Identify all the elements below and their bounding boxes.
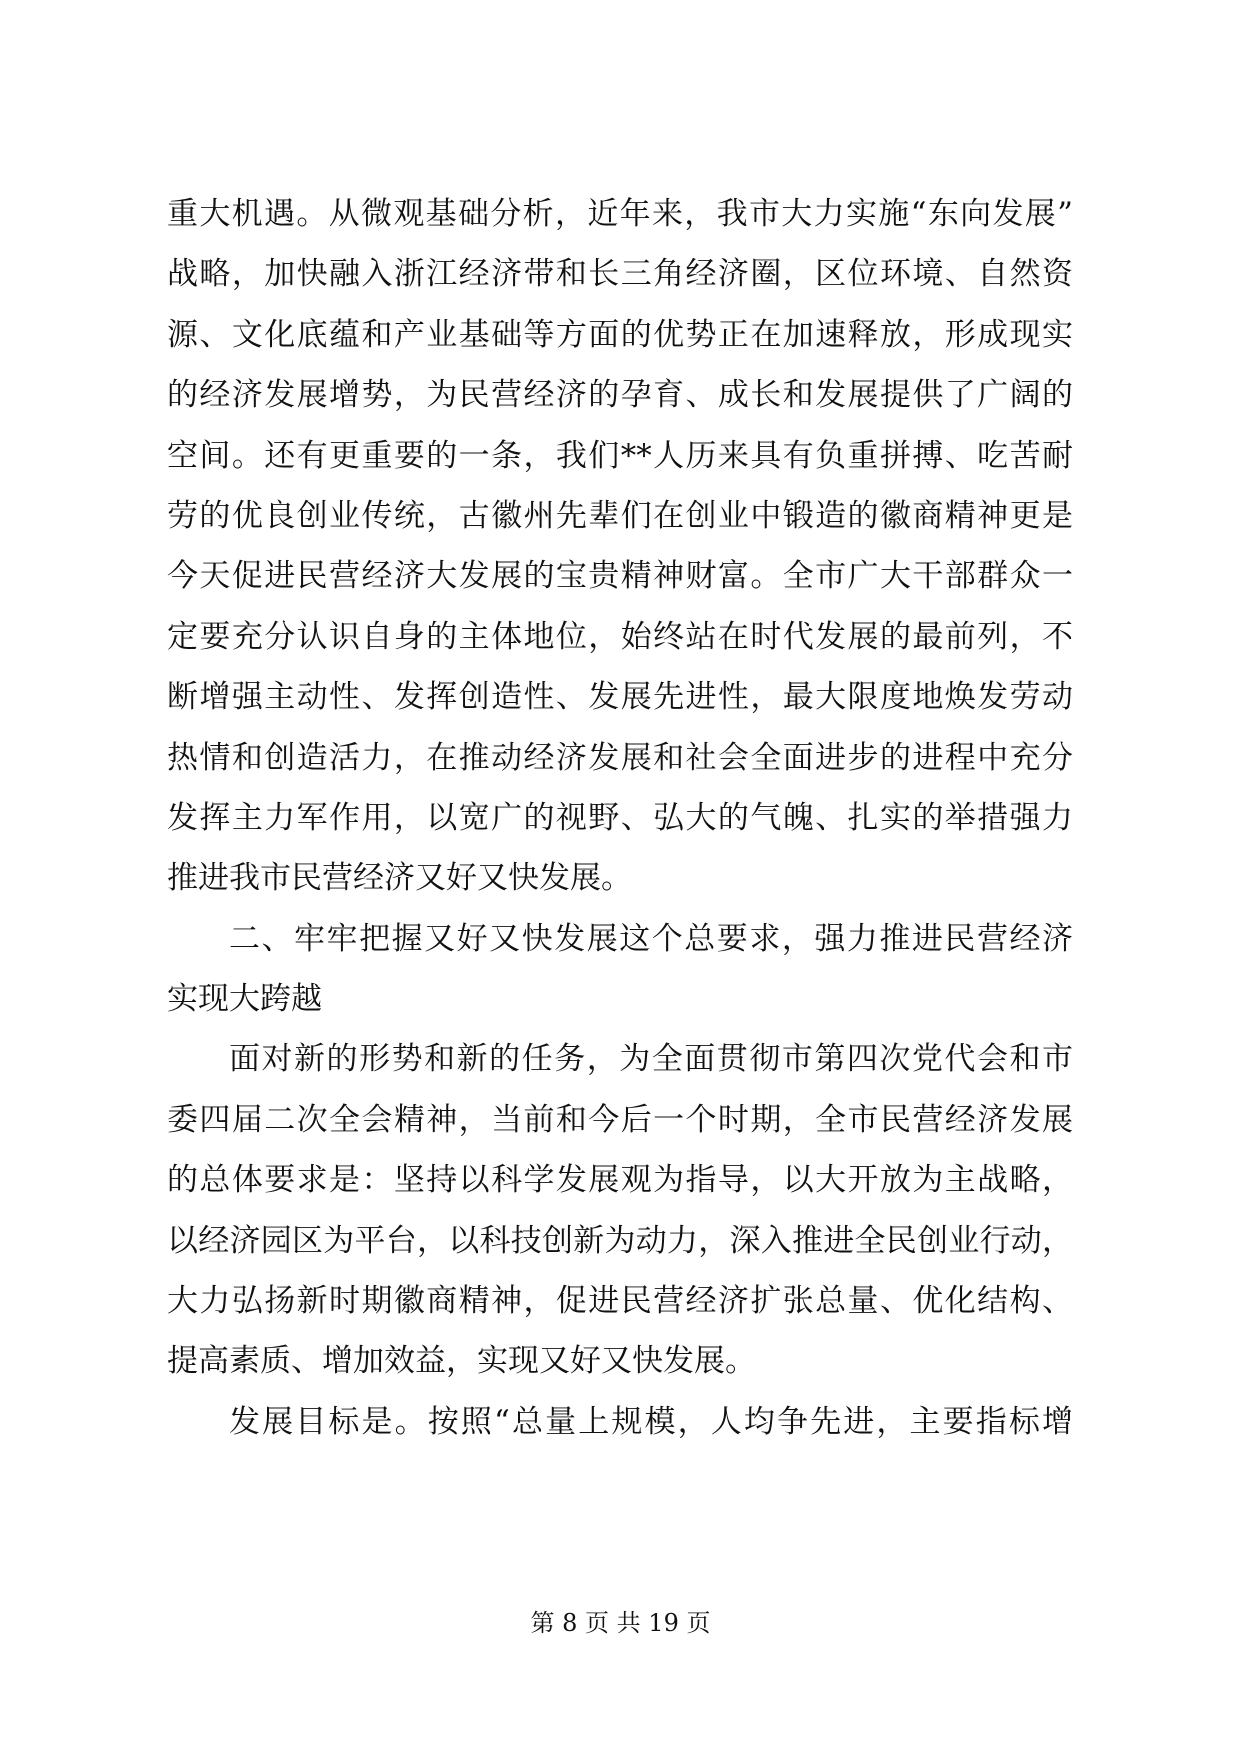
- text-line: 的总体要求是：坚持以科学发展观为指导，以大开放为主战略，: [167, 1162, 1073, 1199]
- text-line: 劳的优良创业传统，古徽州先辈们在创业中锻造的徽商精神更是: [167, 497, 1073, 534]
- text-line: 面对新的形势和新的任务，为全面贯彻市第四次党代会和市: [229, 1041, 1073, 1078]
- text-line: 以经济园区为平台，以科技创新为动力，深入推进全民创业行动，: [167, 1222, 1073, 1259]
- text-line: 发展目标是。按照“总量上规模，人均争先进，主要指标增: [229, 1403, 1073, 1440]
- text-line: 委四届二次全会精神，当前和今后一个时期，全市民营经济发展: [167, 1101, 1073, 1138]
- text-line: 推进我市民营经济又好又快发展。: [167, 860, 632, 897]
- page-number-footer: 第 8 页 共 19 页: [530, 1609, 711, 1637]
- text-line: 源、文化底蕴和产业基础等方面的优势正在加速释放，形成现实: [167, 316, 1073, 353]
- text-line: 断增强主动性、发挥创造性、发展先进性，最大限度地焕发劳动: [167, 679, 1073, 716]
- text-line: 发挥主力军作用，以宽广的视野、弘大的气魄、扎实的举措强力: [167, 799, 1073, 836]
- text-line: 提高素质、增加效益，实现又好又快发展。: [167, 1343, 756, 1380]
- text-line: 今天促进民营经济大发展的宝贵精神财富。全市广大干部群众一: [167, 558, 1073, 595]
- text-line: 定要充分认识自身的主体地位，始终站在时代发展的最前列，不: [167, 618, 1073, 655]
- text-line: 大力弘扬新时期徽商精神，促进民营经济扩张总量、优化结构、: [167, 1283, 1073, 1320]
- section-heading-line: 实现大跨越: [167, 981, 322, 1018]
- section-heading-line: 二、牢牢把握又好又快发展这个总要求，强力推进民营经济: [229, 920, 1073, 957]
- text-line: 重大机遇。从微观基础分析，近年来，我市大力实施“东向发展”: [167, 196, 1073, 232]
- text-line: 热情和创造活力，在推动经济发展和社会全面进步的进程中充分: [167, 739, 1073, 776]
- text-line: 的经济发展增势，为民营经济的孕育、成长和发展提供了广阔的: [167, 377, 1073, 414]
- text-line: 战略，加快融入浙江经济带和长三角经济圈，区位环境、自然资: [167, 256, 1073, 293]
- text-line: 空间。还有更重要的一条，我们**人历来具有负重拼搏、吃苦耐: [167, 437, 1073, 474]
- document-body: [167, 184, 1073, 1452]
